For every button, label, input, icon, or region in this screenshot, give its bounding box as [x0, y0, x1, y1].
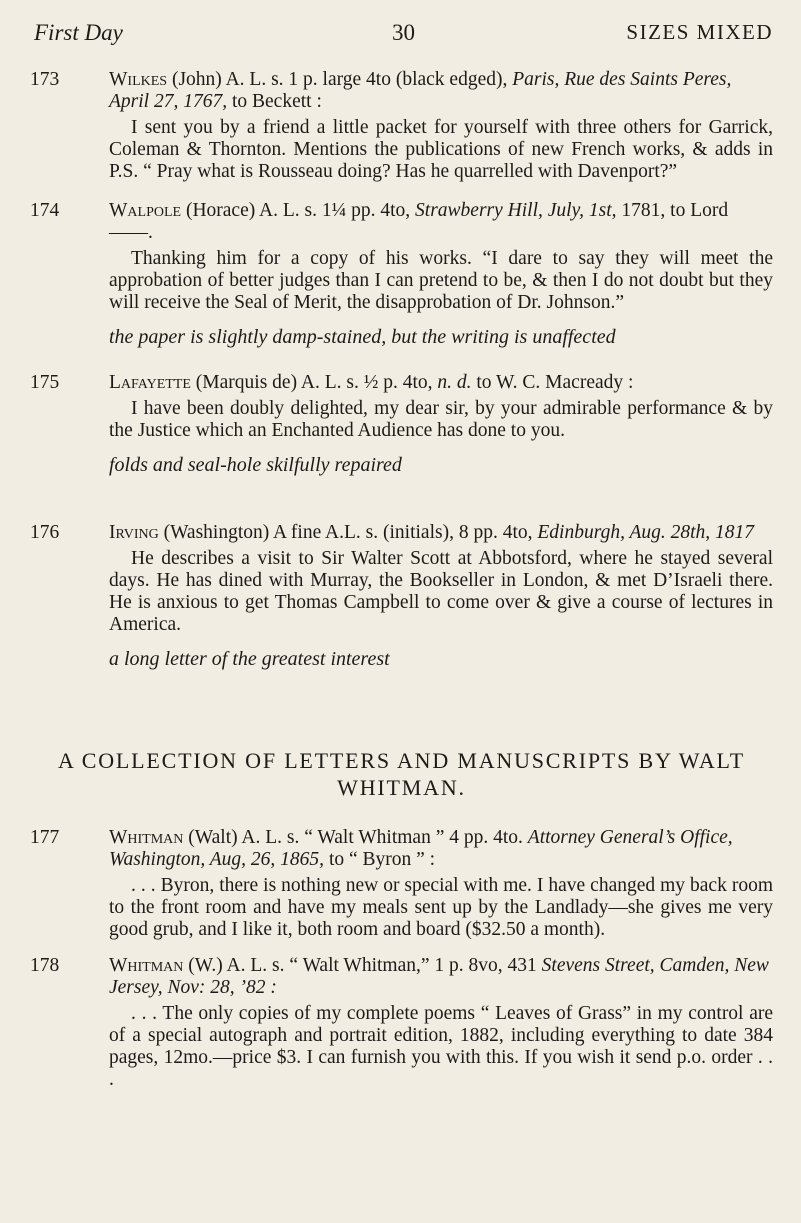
item-place-date: Edinburgh, Aug. 28th, 1817: [537, 522, 755, 543]
section-heading: A COLLECTION OF LETTERS AND MANUSCRIPTS BY WALT WHITMAN.: [58, 748, 745, 800]
entry-heading: [109, 955, 773, 999]
entry-heading: [109, 200, 773, 244]
catalogue-entry: [30, 200, 773, 348]
condition-note: folds and seal-hole skilfully repaired: [109, 454, 402, 476]
item-place-date: Stevens Street, Camden, New Jersey, Nov: 28, ’82 :: [109, 955, 769, 998]
lot-number: 175: [30, 372, 60, 393]
entry-body: [109, 69, 773, 183]
catalogue-entry: [30, 522, 773, 670]
item-place-date: n. d.: [437, 372, 472, 393]
author-name: Walpole: [109, 200, 182, 221]
author-name: Whitman: [109, 827, 184, 848]
letter-excerpt: I have been doubly delighted, my dear sir, by your admirable performance & by the Justice which an Enchanted Audience has done to you.: [109, 398, 773, 441]
letter-excerpt: I sent you by a friend a little packet for yourself with three others for Garrick, Coleman & Thornton. Mentions the publications of new French works, & adds in P.S. “ Pray what is Rousseau doing? Has he quarrelled with Davenport?”: [109, 117, 773, 182]
letter-excerpt: Thanking him for a copy of his works. “I dare to say they will meet the approbation of better judges than I can pretend to be, & then I do not doubt but they will receive the Seal of Merit, the disapprobation of Dr. Johnson.”: [109, 248, 773, 313]
lot-number: 176: [30, 522, 60, 543]
condition-note: a long letter of the greatest interest: [109, 648, 390, 670]
catalogue-entry: [30, 69, 773, 183]
item-recipient: to W. C. Macready :: [471, 372, 634, 393]
entry-heading: [109, 827, 773, 871]
item-description: (Walt) A. L. s. “ Walt Whitman ” 4 pp. 4to.: [183, 827, 528, 848]
item-recipient: to Beckett :: [227, 91, 322, 112]
item-description: (W.) A. L. s. “ Walt Whitman,” 1 p. 8vo, 431: [183, 955, 542, 976]
item-place-date: Attorney General’s Office, Washington, Aug, 26, 1865,: [109, 827, 733, 870]
lot-number: 174: [30, 200, 60, 221]
letter-excerpt: . . . Byron, there is nothing new or special with me. I have changed my back room to the front room and have my meals sent up by the Landlady—she gives me very good grub, and I like it, both room and board ($32.50 a month).: [109, 875, 773, 940]
entry-body: [109, 372, 773, 476]
letter-excerpt: He describes a visit to Sir Walter Scott at Abbotsford, where he stayed several days. He has dined with Murray, the Bookseller in London, & met D’Israeli there. He is anxious to get Thomas Campbell to come over & give a course of lectures in America.: [109, 548, 773, 635]
catalogue-entry: [30, 955, 773, 1091]
author-name: Irving: [109, 522, 159, 543]
catalogue-entry: [30, 372, 773, 476]
author-name: Whitman: [109, 955, 184, 976]
letter-excerpt: . . . The only copies of my complete poems “ Leaves of Grass” in my control are of a special autograph and portrait edition, 1882, including everything to date 384 pages, 12mo.—price $3. I can furnish you with this. If you wish it send p.o. order . . .: [109, 1003, 773, 1090]
lot-number: 177: [30, 827, 60, 848]
page-header: [34, 20, 773, 50]
entry-heading: [109, 69, 773, 113]
item-recipient: to “ Byron ” :: [324, 849, 436, 870]
author-name: Lafayette: [109, 372, 191, 393]
page-number: 30: [392, 20, 415, 45]
running-head-section: SIZES MIXED: [626, 20, 773, 44]
item-description: (Horace) A. L. s. 1¼ pp. 4to,: [181, 200, 416, 221]
item-place-date: Strawberry Hill, July, 1st,: [415, 200, 617, 221]
entry-heading: [109, 522, 773, 544]
item-description: (John) A. L. s. 1 p. large 4to (black edged),: [167, 69, 513, 90]
catalogue-entry: [30, 827, 773, 941]
entry-body: [109, 522, 773, 670]
item-recipient: 1781, to Lord ——.: [109, 200, 729, 243]
running-head-day: First Day: [34, 20, 123, 45]
item-description: (Washington) A fine A.L. s. (initials), 8 pp. 4to,: [158, 522, 538, 543]
item-place-date: Paris, Rue des Saints Peres, April 27, 1767,: [109, 69, 732, 112]
lot-number: 178: [30, 955, 60, 976]
condition-note: the paper is slightly damp-stained, but the writing is unaffected: [109, 326, 616, 348]
lot-number: 173: [30, 69, 60, 90]
entry-heading: [109, 372, 773, 394]
entry-body: [109, 200, 773, 348]
entry-body: [109, 827, 773, 941]
item-description: (Marquis de) A. L. s. ½ p. 4to,: [190, 372, 438, 393]
entry-body: [109, 955, 773, 1091]
author-name: Wilkes: [109, 69, 168, 90]
